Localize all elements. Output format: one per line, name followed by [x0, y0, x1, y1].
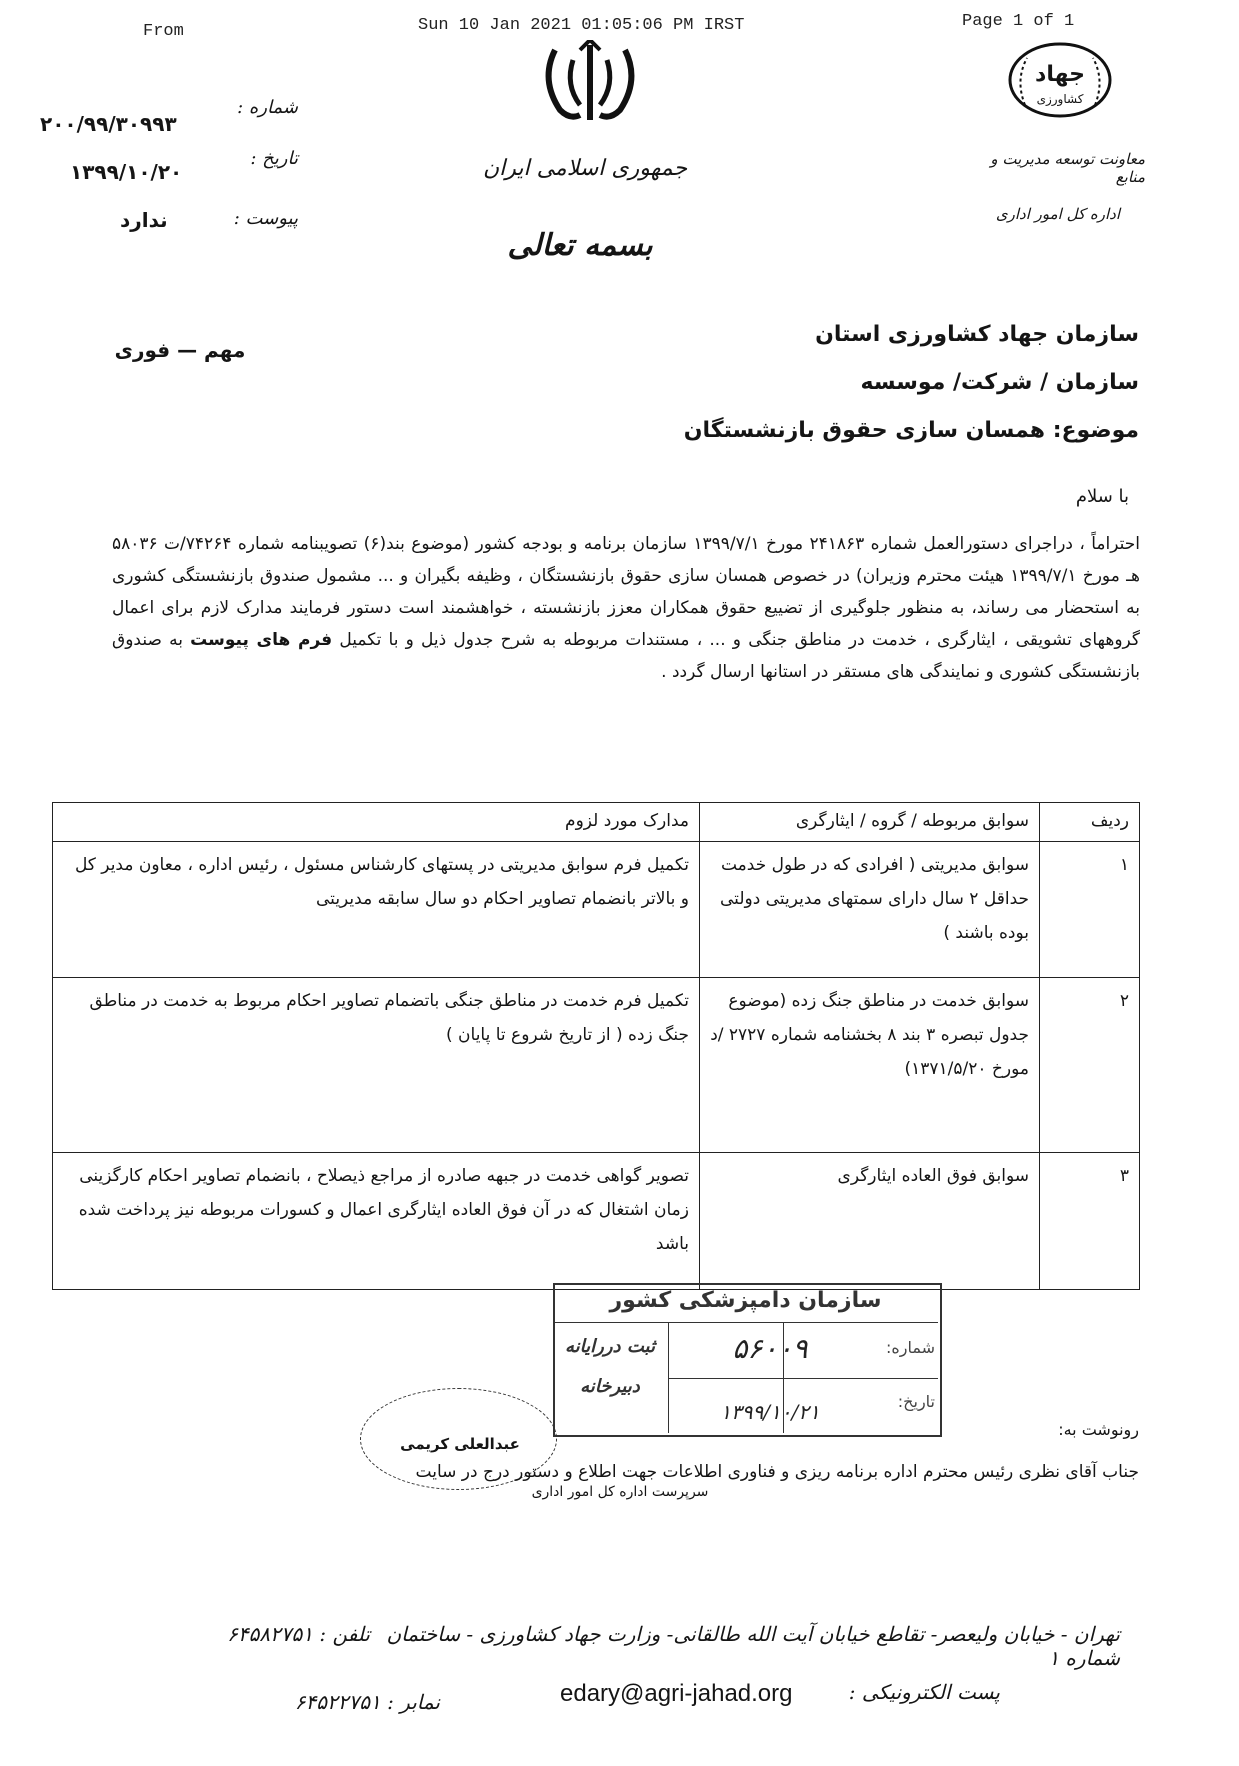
letter-number-value: ۲۰۰/۹۹/۳۰۹۹۳: [40, 112, 177, 136]
table-header-documents: مدارک مورد لزوم: [53, 803, 700, 842]
urgency-label: مهم — فوری: [114, 338, 246, 362]
table-cell-records: سوابق خدمت در مناطق جنگ زده (موضوع جدول تبصره ۳ بند ۸ بخشنامه شماره ۲۷۲۷ /د مورخ ۱۳۷۱/۵/۲۰): [700, 978, 1040, 1153]
stamp-registered-label: ثبت دررایانه: [565, 1336, 655, 1357]
table-header-row: [53, 803, 1140, 842]
greeting: با سلام: [1075, 486, 1129, 507]
table-cell-records: سوابق مدیریتی ( افرادی که در طول خدمت حداقل ۲ سال دارای سمتهای مدیریتی دولتی بوده باشند ): [700, 842, 1040, 978]
addressee-line-2: سازمان / شرکت/ موسسه: [860, 370, 1139, 395]
letterhead-bismillah: بسمه تعالی: [507, 228, 653, 263]
stamp-divider: [668, 1378, 938, 1379]
stamp-number-label: شماره:: [885, 1338, 935, 1357]
table-cell-index: ۱: [1040, 842, 1140, 978]
attachment-value: ندارد: [120, 208, 168, 232]
dept-line-1: معاونت توسعه مدیریت و منابع: [990, 150, 1145, 186]
attachment-label: پیوست :: [233, 208, 298, 229]
footer-fax: نمابر : ۶۴۵۲۲۷۵۱: [294, 1690, 440, 1714]
table-header-records: سوابق مربوطه / گروه / ایثارگری: [700, 803, 1040, 842]
body-part-1: احتراماً ، دراجرای دستورالعمل شماره ۲۴۱۸۶۳ مورخ ۱۳۹۹/۷/۱ سازمان برنامه و بودجه کشور (موضوع بند(۶) تصویبنامه شماره ۷۴۲۶۴/ت ۵۸۰۳۶ هـ مورخ ۱۳۹۹/۷/۱ هیئت محترم وزیران) در خصوص همسان سازی حقوق بازنشستگان ، وظیفه بگیران و ... مشمول صندوق بازنشستگی کشوری به استحضار می رساند، به منظور جلوگیری از تضییع حقوق همکاران معزز بازنشسته ، خواهشمند است دستور فرمایند مدارک لازم برای اعمال گروههای تشویقی ، ایثارگری ، خدمت در مناطق جنگی و ... ، مستندات مربوطه به شرح جدول ذیل و با تکمیل: [112, 534, 1141, 650]
letter-body: [112, 528, 1140, 688]
stamp-date-value: ۱۳۹۹/۱۰/۲۱: [720, 1400, 820, 1424]
footer-phone: تلفن : ۶۴۵۸۲۷۵۱: [227, 1622, 370, 1646]
table-cell-index: ۳: [1040, 1153, 1140, 1290]
body-part-2: به صندوق بازنشستگی کشوری و نمایندگی های مستقر در استانها ارسال گردد .: [112, 630, 1140, 682]
stamp-org-name: سازمان دامپزشکی کشور: [609, 1288, 882, 1313]
addressee-line-1: سازمان جهاد کشاورزی استان: [815, 322, 1139, 347]
iran-emblem-icon: [535, 40, 645, 130]
footer-email[interactable]: edary@agri-jahad.org: [560, 1680, 793, 1707]
table-cell-documents: تصویر گواهی خدمت در جبهه صادره از مراجع ذیصلاح ، بانضمام تصاویر احکام کارگزینی زمان اشتغال که در آن فوق العاده ایثارگری اعمال و کسورات مربوطه نیز پرداخت شده باشد: [53, 1153, 700, 1290]
letter-number-label: شماره :: [237, 97, 298, 118]
cc-recipient-2: سرپرست اداره کل امور اداری: [531, 1484, 709, 1500]
letterhead-republic: جمهوری اسلامی ایران: [482, 156, 688, 181]
letter-date-value: ۱۳۹۹/۱۰/۲۰: [70, 160, 183, 184]
documents-table: [52, 802, 1140, 1290]
stamp-secretariat-label: دبیرخانه: [580, 1376, 640, 1397]
table-cell-documents: تکمیل فرم خدمت در مناطق جنگی باتضمام تصاویر احکام مربوط به خدمت در مناطق جنگ زده ( از تاریخ شروع تا پایان ): [53, 978, 700, 1153]
table-row: [53, 1153, 1140, 1290]
table-row: [53, 978, 1140, 1153]
logo-text-jahad: جهاد: [1035, 62, 1085, 87]
table-row: [53, 842, 1140, 978]
fax-page-indicator: Page 1 of 1: [962, 12, 1075, 31]
table-cell-index: ۲: [1040, 978, 1140, 1153]
table-cell-documents: تکمیل فرم سوابق مدیریتی در پستهای کارشناس مسئول ، رئیس اداره ، معاون مدیر کل و بالاتر بانضمام تصاویر احکام دو سال سابقه مدیریتی: [53, 842, 700, 978]
body-bold-phrase: فرم های پیوست: [190, 630, 333, 650]
stamp-number-value: ۵۶۰۰۹: [732, 1332, 808, 1365]
letter-subject: موضوع: همسان سازی حقوق بازنشستگان: [683, 418, 1139, 443]
table-header-index: ردیف: [1040, 803, 1140, 842]
signatory-name: عبدالعلی کریمی: [400, 1435, 520, 1453]
table-cell-records: سوابق فوق العاده ایثارگری: [700, 1153, 1040, 1290]
logo-text-keshavarzi: کشاورزی: [1036, 92, 1084, 106]
stamp-divider: [553, 1322, 938, 1323]
cc-recipient-1: جناب آقای نظری رئیس محترم اداره برنامه ریزی و فناوری اطلاعات جهت اطلاع و دستور درج در سایت: [415, 1462, 1139, 1482]
footer-address: تهران - خیابان ولیعصر- تقاطع خیابان آیت الله طالقانی- وزارت جهاد کشاورزی - ساختمان شماره ۱: [386, 1622, 1120, 1670]
fax-from-label: From: [143, 22, 184, 41]
footer-email-label: پست الکترونیکی :: [848, 1680, 1000, 1704]
cc-label: رونوشت به:: [1058, 1420, 1139, 1439]
letter-date-label: تاریخ :: [250, 148, 298, 169]
dept-line-2: اداره کل امور اداری: [995, 205, 1120, 223]
stamp-date-label: تاریخ:: [897, 1392, 935, 1411]
fax-datetime: Sun 10 Jan 2021 01:05:06 PM IRST: [418, 16, 745, 35]
